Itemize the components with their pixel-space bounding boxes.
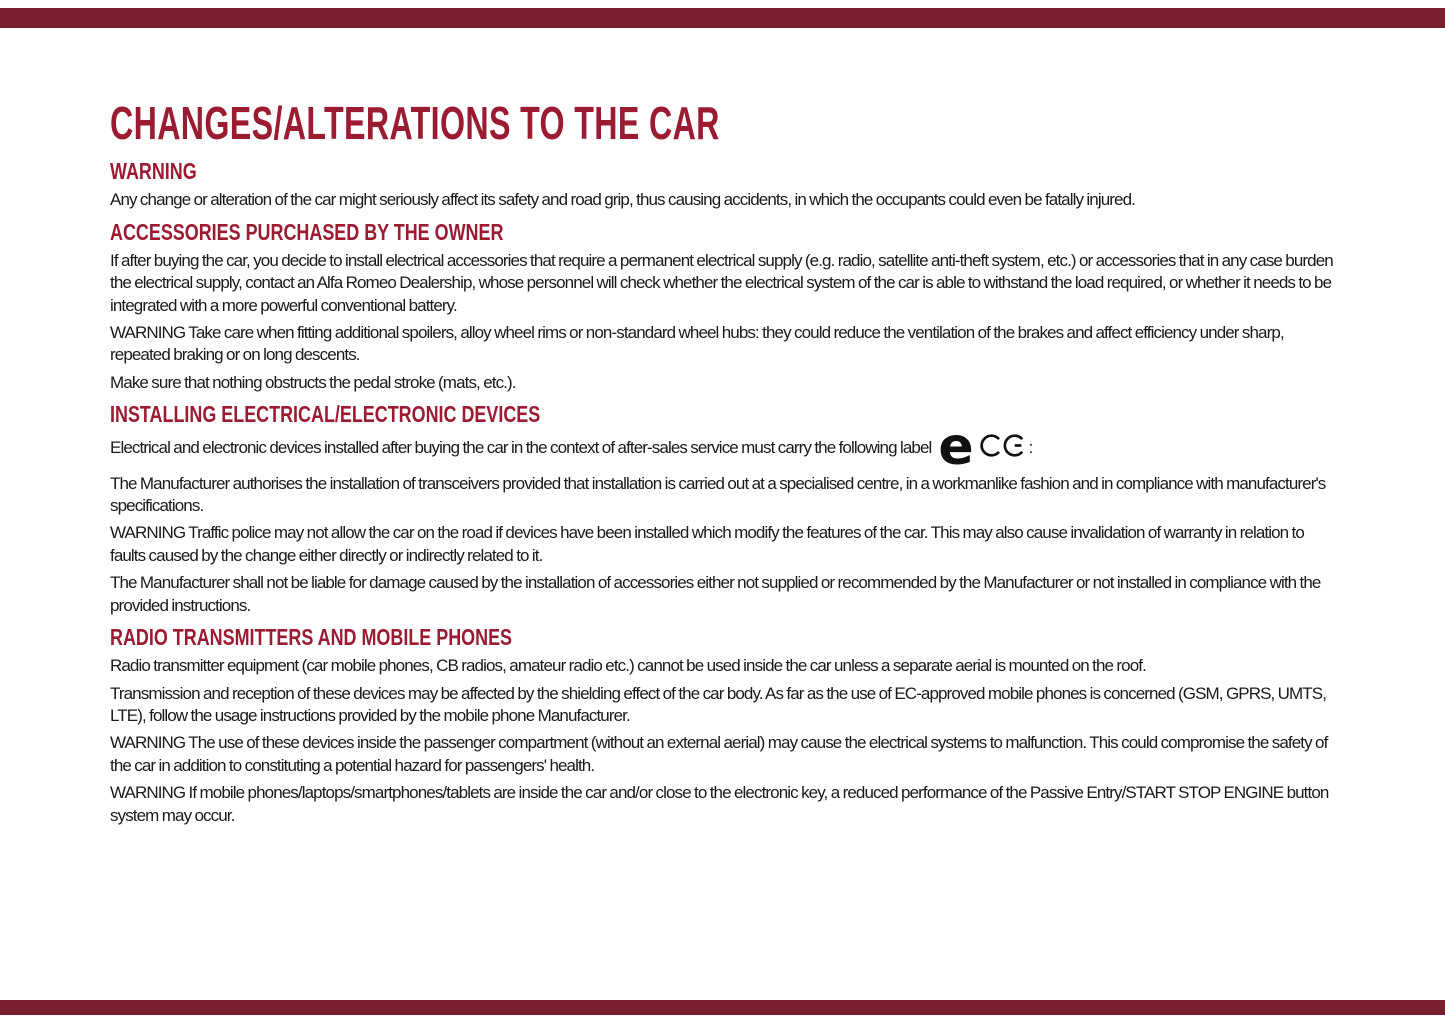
top-brand-bar: [0, 8, 1445, 28]
page-content: [110, 97, 1338, 832]
paragraph: The Manufacturer shall not be liable for damage caused by the installation of accessories either not supplied or recommended by the Manufacturer or not installed in compliance with the provided instructions.: [110, 573, 1321, 615]
paragraph: WARNING The use of these devices inside the passenger compartment (without an external aerial) may cause the electrical systems to malfunction. This could compromise the safety of the car in addition to constituting a potential hazard for passengers' health.: [110, 733, 1328, 775]
label-line-text: Electrical and electronic devices installed after buying the car in the context of after-sales service must carry the following label: [110, 438, 932, 458]
paragraph: The Manufacturer authorises the installation of transceivers provided that installation is carried out at a specialised centre, in a workmanlike fashion and in compliance with manufacturer's specifications.: [110, 473, 1326, 516]
bottom-brand-bar: [0, 1000, 1445, 1015]
paragraph: WARNING Traffic police may not allow the car on the road if devices have been installed which modify the features of the car. This may also cause invalidation of warranty in relation to faults caused by the change either directly or indirectly related to it.: [110, 523, 1304, 565]
paragraph: WARNING If mobile phones/laptops/smartphones/tablets are inside the car and/or close to the electronic key, a reduced performance of the Passive Entry/START STOP ENGINE button system may occur.: [110, 783, 1329, 825]
section-heading-warning: WARNING: [110, 158, 197, 184]
paragraph: Any change or alteration of the car might seriously affect its safety and road grip, thus causing accidents, in which the occupants could even be fatally injured.: [110, 190, 1135, 210]
e-type-approval-mark-icon: e: [938, 417, 974, 478]
paragraph: Make sure that nothing obstructs the pedal stroke (mats, etc.).: [110, 372, 516, 392]
paragraph: Transmission and reception of these devices may be affected by the shielding effect of the car body. As far as the use of EC-approved mobile phones is concerned (GSM, GPRS, UMTS, LTE), follow the usage instructions provided by the mobile phone Manufacturer.: [110, 683, 1327, 726]
section-heading-accessories: ACCESSORIES PURCHASED BY THE OWNER: [110, 218, 504, 245]
ce-mark-icon: [979, 432, 1029, 465]
paragraph: If after buying the car, you decide to install electrical accessories that require a permanent electrical supply (e.g. radio, satellite anti-theft system, etc.) or accessories that in any case burden the electrical supply, contact an Alfa Romeo Dealership, whose personnel will check whether the electrical system of the car is able to withstand the load required, or whether it needs to be integrated with a more powerful conventional battery.: [110, 250, 1333, 315]
label-line-suffix: :: [1028, 438, 1033, 458]
label-requirement-line: [110, 417, 1338, 478]
page-title: CHANGES/ALTERATIONS TO THE CAR: [110, 97, 720, 149]
paragraph: Radio transmitter equipment (car mobile phones, CB radios, amateur radio etc.) cannot be used inside the car unless a separate aerial is mounted on the roof.: [110, 656, 1146, 676]
paragraph: WARNING Take care when fitting additional spoilers, alloy wheel rims or non-standard wheel hubs: they could reduce the ventilation of the brakes and affect efficiency under sharp, repeated braking or on long descents.: [110, 322, 1284, 365]
section-heading-installing-devices: INSTALLING ELECTRICAL/ELECTRONIC DEVICES: [110, 401, 541, 428]
section-heading-radio-transmitters: RADIO TRANSMITTERS AND MOBILE PHONES: [110, 624, 513, 651]
